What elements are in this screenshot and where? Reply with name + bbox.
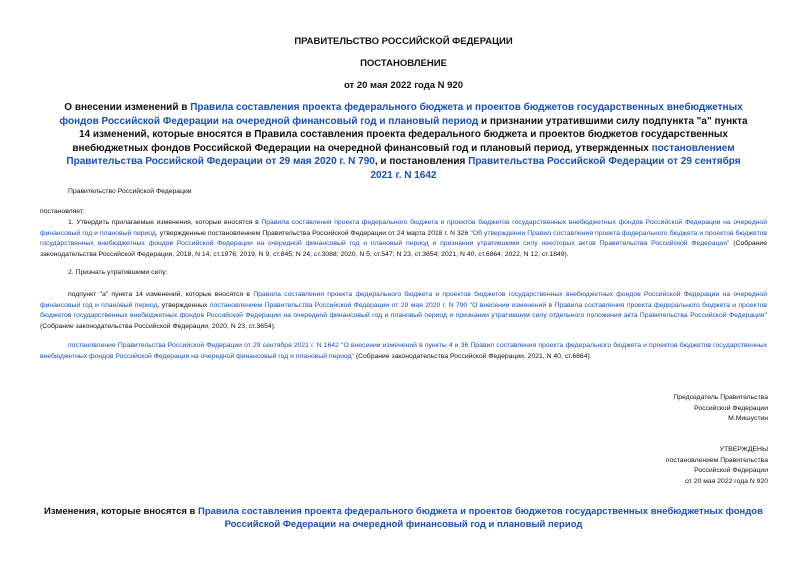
item-1-link-decree-326[interactable]: "Об утверждении Правил составления проекта федерального бюджета и проектов бюджетов государственных внебюджетных фондов Российской Федерации на очередной финансовый год и плановый период и признании утратившими силу некоторых актов Правительства Российской Федерации" [40,229,768,248]
item-2b-link-decree-1642[interactable]: постановление Правительства Российской Федерации от 29 сентября 2021 г. N 1642 "О внесении изменений в пункты 4 и 36 Правил составления проекта федерального бюджета и проектов бюджетов государственных внебюджетных фондов Российской Федерации на очередной финансовый год и плановый период" [40,342,767,360]
title-text-1: О внесении изменений в [64,102,191,113]
org-heading: ПРАВИТЕЛЬСТВО РОССИЙСКОЙ ФЕДЕРАЦИИ [294,36,513,47]
changes-title-link-rules[interactable]: Правила составления проекта федерального бюджета и проектов бюджетов государственных внебюджетных фондов Российской Федерации на очередной финансовый год и плановый период [198,506,763,530]
title-link-decree-790[interactable]: постановлением Правительства Российской Федерации от 29 мая 2020 г. N 790 [66,142,735,167]
item-2b-text-2: (Собрание законодательства Российской Федерации, 2021, N 40, ст.6864). [353,352,592,360]
changes-title-text: Изменения, которые вносятся в [44,506,199,517]
doc-type-heading: ПОСТАНОВЛЕНИЕ [360,58,447,69]
title-link-decree-1642[interactable]: Правительства Российской Федерации от 29 сентября 2021 г. N 1642 [370,156,741,181]
signature-block [673,393,768,425]
government-label: Правительство Российской Федерации [68,188,192,195]
item-1-text-3: (Собрание законодательства Российской Федерации, 2018, N 14, ст.1976; 2019, N 9, ст.845; N 24, ст.3088; 2020, N 5, ст.547; N 23, ст.3654; 2021, N 40, ст.6864; 2022, N 12, ст.1849). [40,240,768,258]
approval-date: от 20 мая 2022 года N 920 [685,477,768,485]
document-title [55,101,752,182]
item-2a-text-1: подпункт "а" пункта 14 изменений, которые вносятся в [68,291,254,298]
date-number-heading: от 20 мая 2022 года N 920 [343,80,464,91]
decrees-label: постановляет: [40,208,85,215]
item-1-paragraph [40,218,767,260]
item-1-text-2: , утвержденные постановлением Правительства Российской Федерации от 24 марта 2018 г. N 326 [155,229,471,237]
item-2-label: 2. Признать утратившими силу: [68,269,168,276]
approval-label: УТВЕРЖДЕНЫ [719,446,768,453]
item-1-link-rules[interactable]: Правила составления проекта федерального бюджета и проектов бюджетов государственных внебюджетных фондов Российской Федерации на очередной финансовый год и плановый период [40,219,767,237]
signature-org: Российской Федерации [694,404,768,412]
signature-name: М.Мишустин [728,415,768,423]
item-2a-link-rules[interactable]: Правила составления проекта федерального бюджета и проектов бюджетов государственных внебюджетных фондов Российской Федерации на очередной финансовый год и плановый период [40,291,767,309]
title-text-2: и признании утратившими силу подпункта "а" пункта 14 изменений, которые вносятся в Правила составления проекта федерального бюджета и проектов бюджетов государственных внебюджетных фондов Российской Федерации на очередной финансовый год и плановый период, утвержденных [72,115,748,154]
title-text-3: , и постановления [374,156,469,167]
item-2a-text-3: (Собрание законодательства Российской Федерации, 2020, N 23, ст.3654); [40,322,276,330]
item-2a-text-2: , утвержденных [157,301,210,309]
item-2a-link-decree-790[interactable]: постановлением Правительства Российской Федерации от 29 мая 2020 г. N 790 "О внесении изменений в Правила составления проекта федерального бюджета и проектов бюджетов государственных внебюджетных фондов Российской Федерации на очередной финансовый год и плановый период и признании утратившим силу отдельного положения акта Правительства Российской Федерации" [40,301,767,320]
item-2b-paragraph [40,341,767,362]
item-1-text-1: 1. Утвердить прилагаемые изменения, которые вносятся в [68,219,262,226]
item-2a-paragraph [40,290,767,332]
changes-title [30,505,777,531]
signature-position: Председатель Правительства [673,394,768,401]
approval-by: постановлением Правительства [665,456,768,464]
approval-block [666,445,768,487]
title-link-rules[interactable]: Правила составления проекта федерального бюджета и проектов бюджетов государственных внебюджетных фондов Российской Федерации на очередной финансовый год и плановый период [59,102,743,127]
approval-org: Российской Федерации [694,467,768,475]
